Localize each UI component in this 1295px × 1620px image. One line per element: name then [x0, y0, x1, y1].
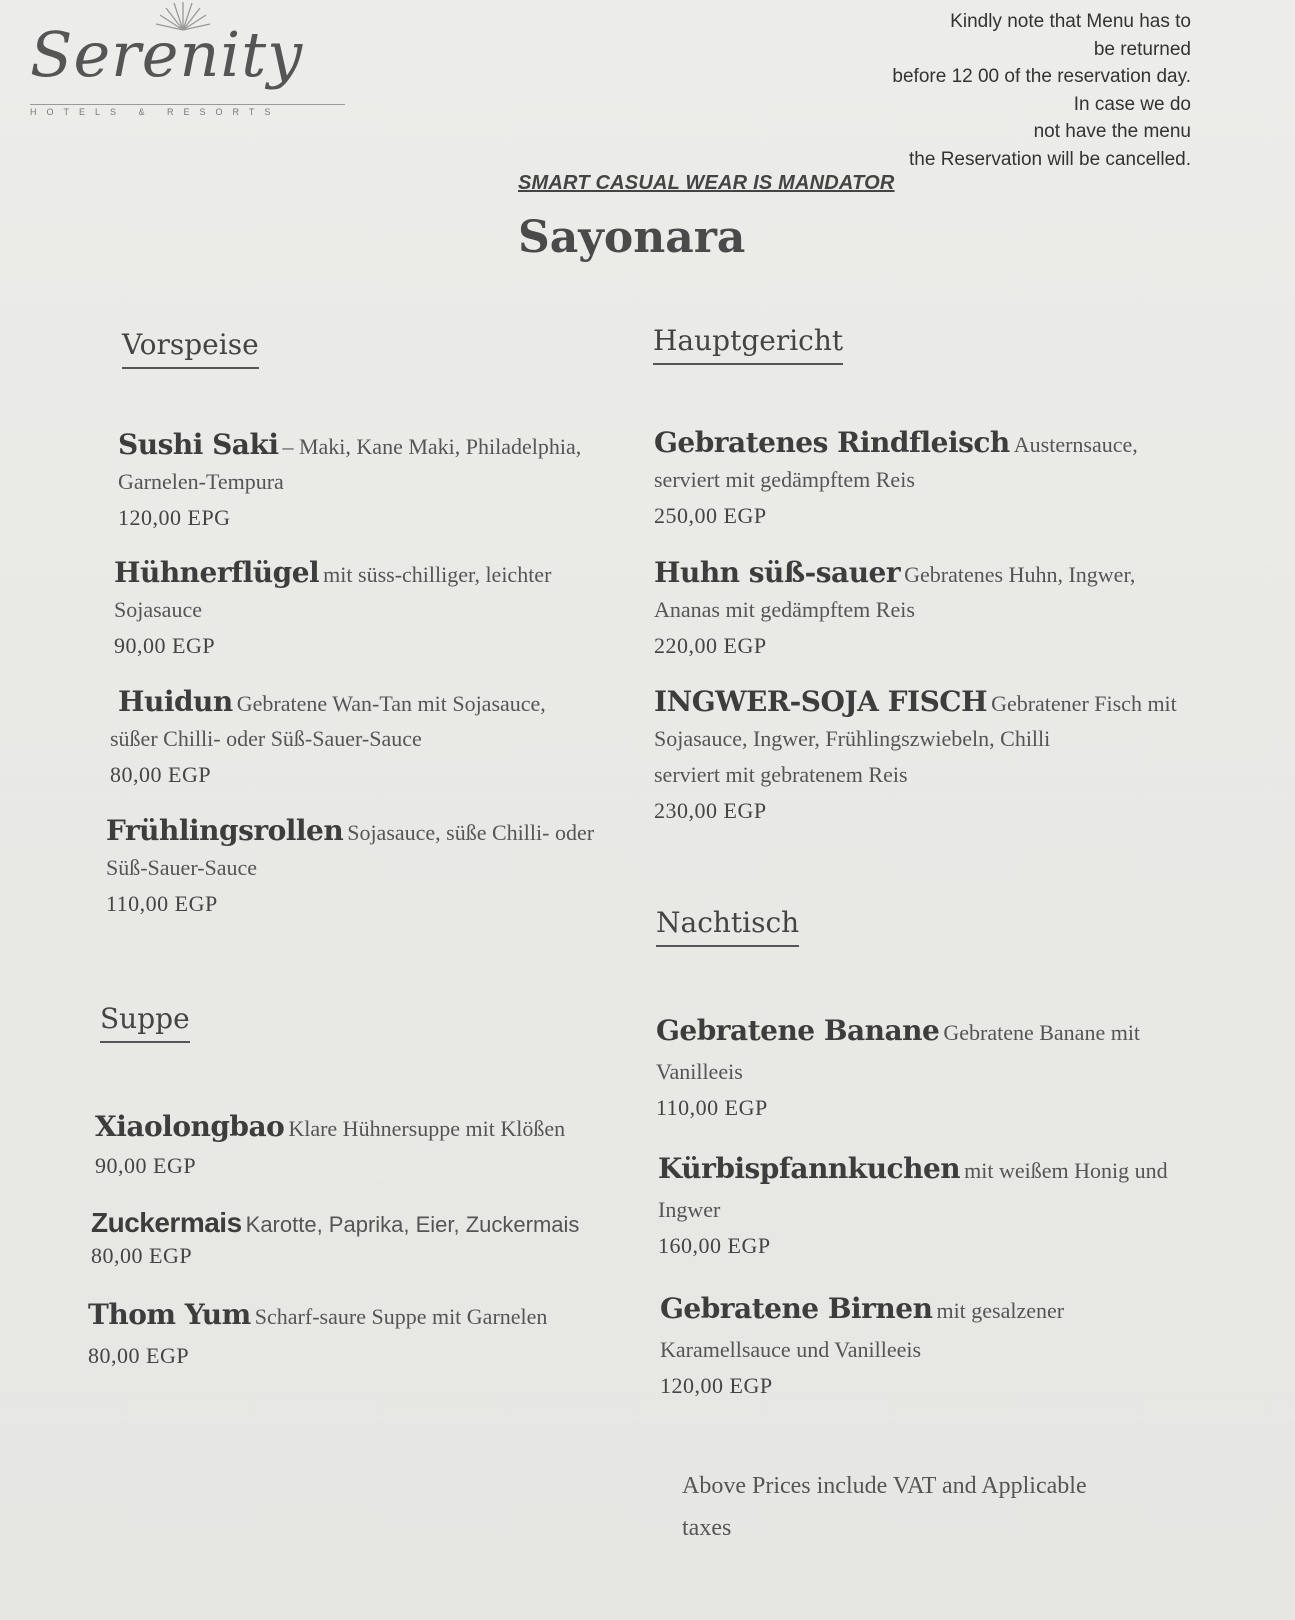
item-name: INGWER-SOJA FISCH	[654, 685, 988, 718]
item-name: Xiaolongbao	[95, 1110, 285, 1143]
item-price: 80,00 EGP	[110, 762, 212, 787]
item-price: 80,00 EGP	[91, 1243, 193, 1268]
item-desc: Sojasauce	[114, 597, 202, 622]
item-desc: Gebratener Fisch mit	[991, 691, 1177, 716]
item-desc: Karotte, Paprika, Eier, Zuckermais	[245, 1212, 580, 1237]
item-desc: serviert mit gedämpftem Reis	[654, 467, 915, 492]
footnote-line: Above Prices include VAT and Applicable	[682, 1473, 1087, 1499]
item-price: 110,00 EGP	[106, 891, 218, 916]
item-name: Sushi Saki	[118, 428, 279, 461]
item-desc: süßer Chilli- oder Süß-Sauer-Sauce	[110, 726, 422, 751]
item-name: Thom Yum	[88, 1298, 251, 1331]
item-desc: serviert mit gebratenem Reis	[654, 762, 908, 787]
item-price: 110,00 EGP	[656, 1095, 768, 1120]
menu-item	[95, 1110, 565, 1179]
item-desc: mit süss-chilliger, leichter	[323, 562, 552, 587]
item-price: 90,00 EGP	[95, 1153, 197, 1178]
item-desc: mit gesalzener	[936, 1298, 1065, 1323]
section-suppe-heading: Suppe	[100, 1002, 190, 1043]
section-nachtisch-heading: Nachtisch	[656, 906, 799, 947]
menu-item	[660, 1292, 1064, 1399]
item-desc: Sojasauce, süße Chilli- oder	[347, 820, 595, 845]
item-desc: Karamellsauce und Vanilleeis	[660, 1337, 922, 1362]
item-name: Frühlingsrollen	[106, 814, 344, 847]
item-desc: Gebratene Wan-Tan mit Sojasauce,	[236, 691, 546, 716]
restaurant-title: Sayonara	[518, 212, 746, 263]
item-price: 220,00 EGP	[654, 633, 767, 658]
item-price: 80,00 EGP	[88, 1343, 190, 1368]
menu-item	[88, 1298, 547, 1369]
menu-item	[106, 814, 594, 917]
logo-wordmark: Serenity	[30, 18, 304, 91]
item-desc: Süß-Sauer-Sauce	[106, 855, 258, 880]
notice-line: before 12 00 of the reservation day.	[892, 66, 1191, 87]
item-desc: Vanilleeis	[656, 1059, 743, 1084]
item-price: 250,00 EGP	[654, 503, 767, 528]
item-price: 230,00 EGP	[654, 798, 767, 823]
item-price: 120,00 EGP	[660, 1373, 773, 1398]
menu-item	[654, 556, 1135, 659]
item-desc: Gebratene Banane mit	[943, 1020, 1141, 1045]
dress-code: SMART CASUAL WEAR IS MANDATOR	[518, 172, 895, 194]
menu-item	[656, 1014, 1140, 1121]
menu-item	[110, 685, 546, 788]
item-desc: Gebratenes Huhn, Ingwer,	[904, 562, 1136, 587]
item-desc: Ingwer	[658, 1197, 721, 1222]
item-desc: Garnelen-Tempura	[118, 469, 284, 494]
item-desc: Scharf-saure Suppe mit Garnelen	[254, 1304, 548, 1329]
menu-item	[118, 428, 581, 531]
menu-item	[654, 685, 1177, 824]
item-name: Gebratene Birnen	[660, 1292, 933, 1325]
notice-cut-line	[771, 0, 1191, 8]
menu-item	[91, 1207, 579, 1269]
logo-tagline: HOTELS & RESORTS	[30, 104, 345, 117]
section-hauptgericht-heading: Hauptgericht	[653, 324, 843, 365]
item-name: Gebratenes Rindfleisch	[654, 426, 1010, 459]
menu-item	[114, 556, 551, 659]
item-price: 160,00 EGP	[658, 1233, 771, 1258]
footnote-line: taxes	[682, 1515, 732, 1541]
menu-item	[654, 426, 1138, 529]
serenity-logo	[28, 0, 348, 125]
item-desc: – Maki, Kane Maki, Philadelphia,	[282, 434, 582, 459]
vat-footnote	[682, 1465, 1202, 1549]
item-name: Hühnerflügel	[114, 556, 320, 589]
item-price: 90,00 EGP	[114, 633, 216, 658]
notice-line: In case we do	[1073, 93, 1191, 115]
item-desc: Sojasauce, Ingwer, Frühlingszwiebeln, Chilli	[654, 726, 1051, 751]
item-name: Huhn süß-sauer	[654, 556, 901, 589]
item-name: Zuckermais	[91, 1207, 242, 1238]
notice-line: the Reservation will be cancelled.	[909, 148, 1191, 170]
item-name: Gebratene Banane	[656, 1014, 940, 1047]
item-desc: Ananas mit gedämpftem Reis	[654, 597, 915, 622]
notice-line: not have the menu	[1033, 121, 1191, 142]
item-price: 120,00 EPG	[118, 505, 231, 530]
menu-item	[658, 1152, 1168, 1259]
section-vorspeise-heading: Vorspeise	[122, 328, 259, 369]
item-name: Huidun	[118, 685, 233, 718]
notice-line: Kindly note that Menu has to	[950, 11, 1191, 32]
notice-line: be returned	[1093, 38, 1191, 60]
item-desc: mit weißem Honig und	[964, 1158, 1168, 1183]
return-notice	[771, 0, 1191, 173]
item-desc: Austernsauce,	[1013, 432, 1138, 457]
item-name: Kürbispfannkuchen	[658, 1152, 961, 1185]
item-desc: Klare Hühnersuppe mit Klößen	[288, 1116, 566, 1141]
